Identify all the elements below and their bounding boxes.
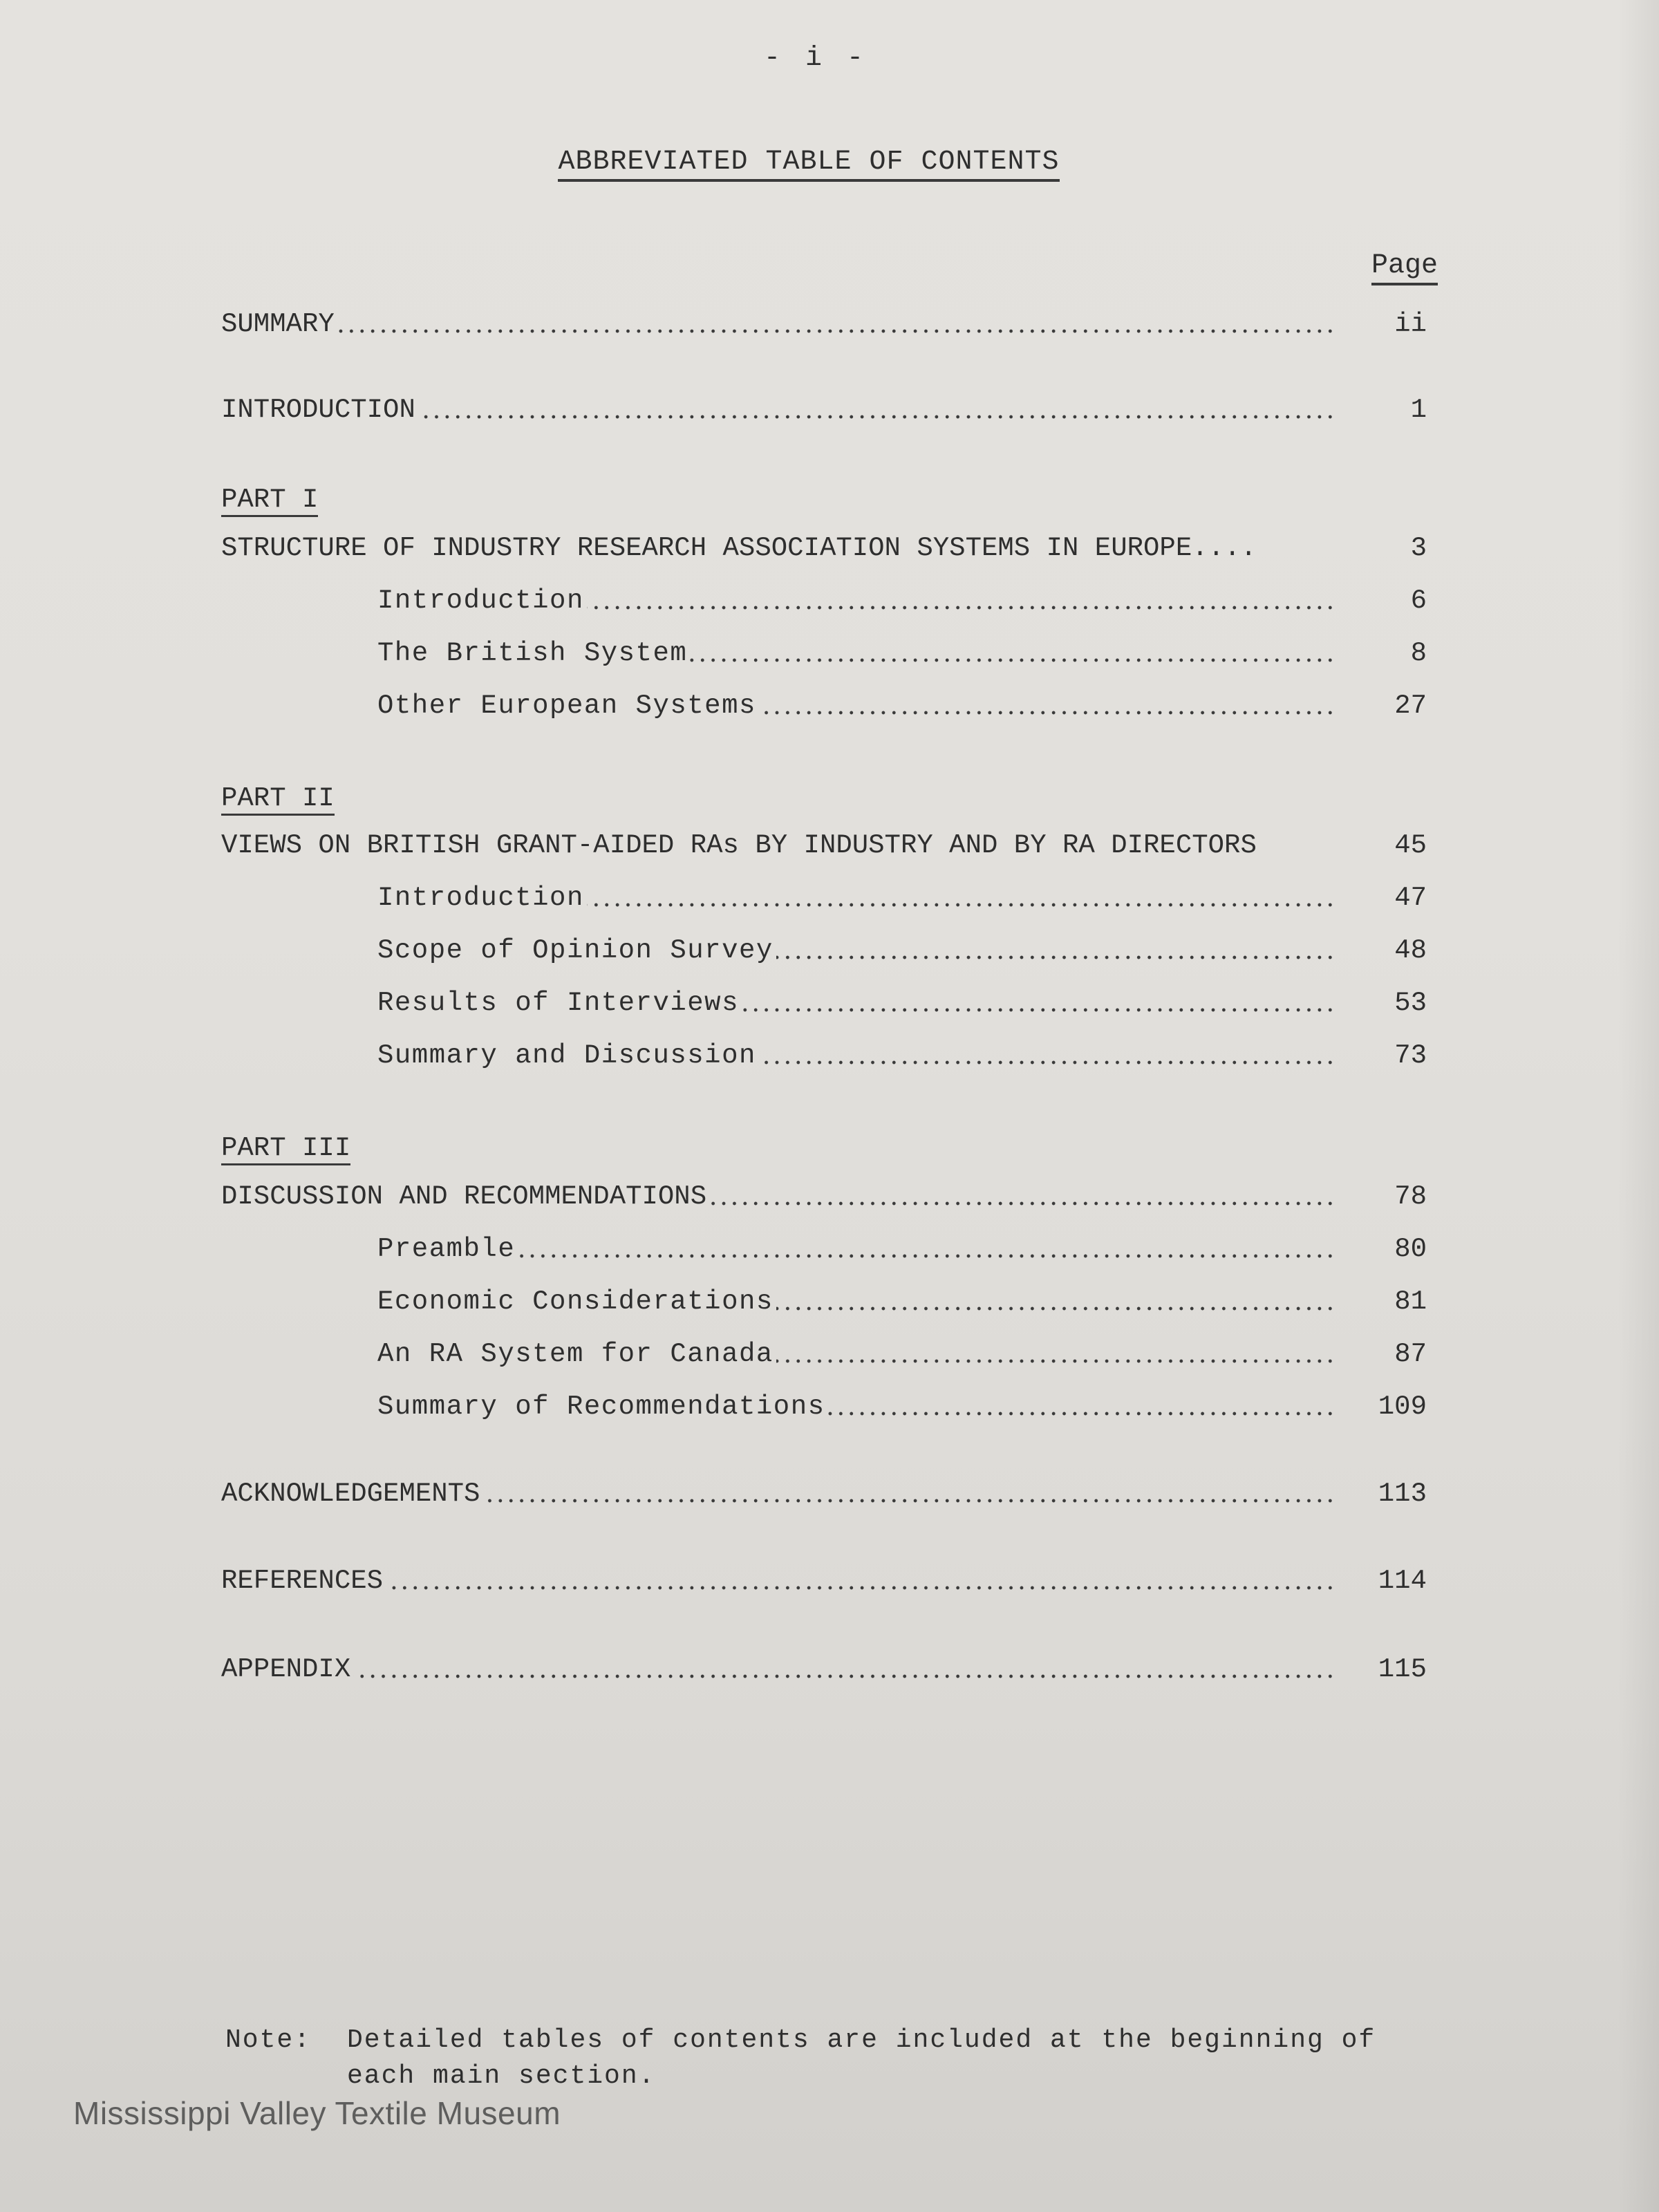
toc-entry-summary-recommendations <box>0 1389 1659 1424</box>
toc-label: VIEWS ON BRITISH GRANT-AIDED RAs BY INDUSTRY AND BY RA DIRECTORS <box>221 830 1257 861</box>
dot-leader <box>418 393 1335 427</box>
toc-page-number: 27 <box>1394 691 1427 721</box>
toc-label: Introduction <box>377 585 584 616</box>
toc-entry-introduction <box>0 393 1659 427</box>
note-label: Note: <box>225 2025 312 2055</box>
dot-leader <box>776 933 1335 968</box>
toc-label: Summary and Discussion <box>377 1040 756 1071</box>
toc-page-number: 45 <box>1394 830 1427 861</box>
dot-leader <box>828 1389 1335 1424</box>
toc-entry-part3-title <box>0 1179 1659 1214</box>
museum-watermark: Mississippi Valley Textile Museum <box>73 2095 561 2131</box>
toc-entry-scope-opinion-survey <box>0 933 1659 968</box>
page-edge-shadow <box>1618 0 1659 2212</box>
toc-label: REFERENCES <box>221 1566 384 1596</box>
toc-page-number: 114 <box>1378 1566 1427 1596</box>
toc-label: Summary of Recommendations <box>377 1391 825 1422</box>
toc-label: APPENDIX <box>221 1654 351 1685</box>
dot-leader <box>776 1337 1335 1371</box>
dot-leader <box>776 1284 1335 1319</box>
toc-label: Results of Interviews <box>377 988 739 1018</box>
toc-page-number: 48 <box>1394 935 1427 966</box>
toc-page-number: 47 <box>1394 883 1427 913</box>
toc-page-number: 87 <box>1394 1339 1427 1369</box>
dot-leader <box>759 688 1335 723</box>
toc-label: Other European Systems <box>377 691 756 721</box>
toc-page-number: ii <box>1394 309 1427 339</box>
toc-page-number: 80 <box>1394 1234 1427 1264</box>
dot-leader <box>518 1232 1335 1266</box>
toc-label: SUMMARY <box>221 309 335 339</box>
toc-page-number: 109 <box>1378 1391 1427 1422</box>
dot-leader <box>587 583 1335 618</box>
toc-entry-part2-title <box>0 828 1659 863</box>
toc-entry-part2-introduction <box>0 881 1659 915</box>
toc-page-number: 78 <box>1394 1181 1427 1212</box>
toc-entry-other-european-systems <box>0 688 1659 723</box>
toc-label: ACKNOWLEDGEMENTS <box>221 1479 480 1509</box>
toc-label: The British System <box>377 638 688 668</box>
toc-page-number: 6 <box>1410 585 1427 616</box>
dot-leader <box>690 636 1335 671</box>
page-column-header <box>1371 250 1438 281</box>
toc-page-number: 1 <box>1410 395 1427 425</box>
toc-entry-preamble <box>0 1232 1659 1266</box>
toc-page-number: 81 <box>1394 1286 1427 1317</box>
part-heading-3 <box>221 1131 350 1165</box>
toc-label: Scope of Opinion Survey <box>377 935 774 966</box>
toc-entry-part1-title <box>0 531 1659 565</box>
toc-label: STRUCTURE OF INDUSTRY RESEARCH ASSOCIATION SYSTEMS IN EUROPE.... <box>221 533 1257 563</box>
part-heading-2 <box>221 781 335 816</box>
part-heading-text: PART II <box>221 783 335 816</box>
dot-leader <box>353 1652 1335 1687</box>
dot-leader <box>742 986 1335 1020</box>
toc-page-number: 73 <box>1394 1040 1427 1071</box>
toc-page-number: 115 <box>1378 1654 1427 1685</box>
toc-entry-results-interviews <box>0 986 1659 1020</box>
toc-entry-references <box>0 1564 1659 1598</box>
toc-label: An RA System for Canada <box>377 1339 774 1369</box>
toc-page-number: 113 <box>1378 1479 1427 1509</box>
toc-entry-summary <box>0 307 1659 341</box>
toc-label: Preamble <box>377 1234 516 1264</box>
page-number: - i - <box>763 43 868 74</box>
dot-leader <box>337 307 1335 341</box>
document-title <box>0 147 1659 178</box>
dot-leader <box>482 1477 1335 1511</box>
toc-entry-british-system <box>0 636 1659 671</box>
part-heading-text: PART I <box>221 485 318 517</box>
toc-entry-ra-system-canada <box>0 1337 1659 1371</box>
dot-leader <box>709 1179 1335 1214</box>
toc-page-number: 3 <box>1410 533 1427 563</box>
toc-label: INTRODUCTION <box>221 395 415 425</box>
part-heading-text: PART III <box>221 1133 350 1165</box>
toc-label: Economic Considerations <box>377 1286 774 1317</box>
toc-page-number: 53 <box>1394 988 1427 1018</box>
toc-label: Introduction <box>377 883 584 913</box>
dot-leader <box>759 1038 1335 1073</box>
dot-leader <box>386 1564 1335 1598</box>
toc-entry-acknowledgements <box>0 1477 1659 1511</box>
toc-entry-part1-introduction <box>0 583 1659 618</box>
document-title-text: ABBREVIATED TABLE OF CONTENTS <box>558 147 1059 182</box>
toc-page-number: 8 <box>1410 638 1427 668</box>
toc-label: DISCUSSION AND RECOMMENDATIONS <box>221 1181 707 1212</box>
toc-entry-summary-discussion <box>0 1038 1659 1073</box>
page-column-header-text: Page <box>1371 250 1438 285</box>
dot-leader <box>587 881 1335 915</box>
toc-entry-appendix <box>0 1652 1659 1687</box>
note-text: Detailed tables of contents are included at the beginning of each main section. <box>347 2025 1376 2091</box>
toc-entry-economic-considerations <box>0 1284 1659 1319</box>
part-heading-1 <box>221 482 318 517</box>
